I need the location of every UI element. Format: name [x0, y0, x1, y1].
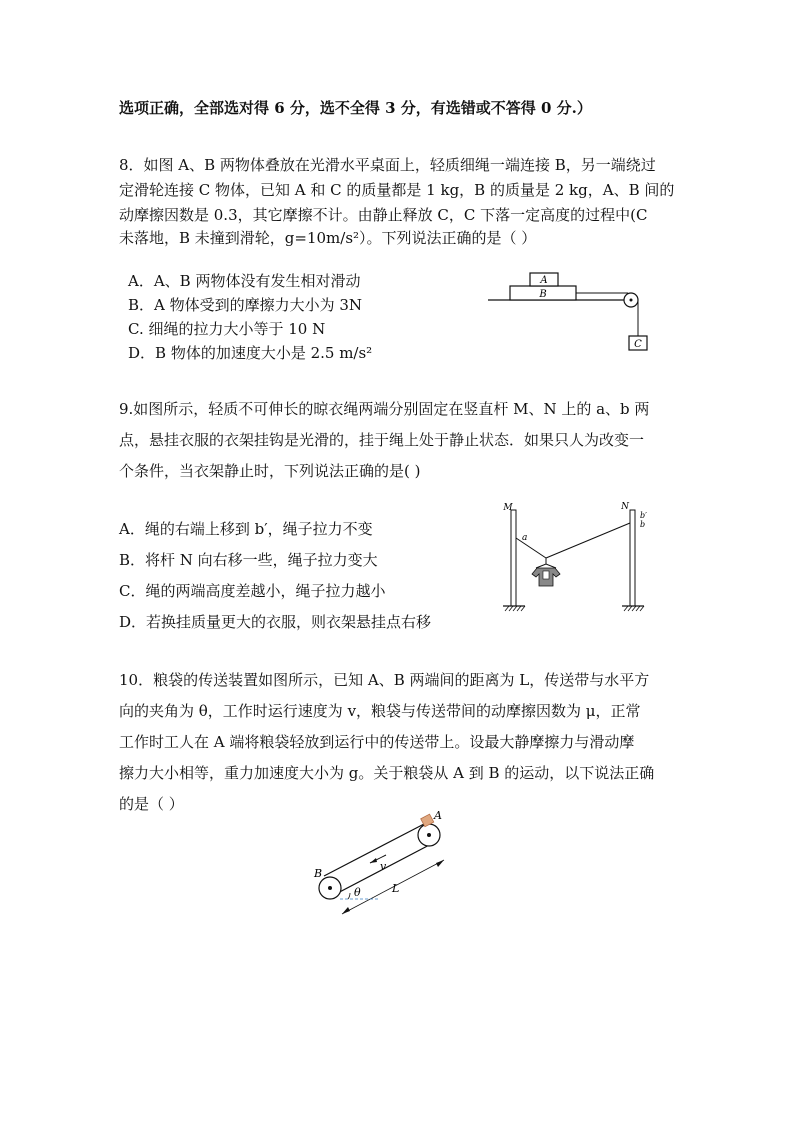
- q8-option-b: B．A 物体受到的摩擦力大小为 3N: [128, 296, 363, 314]
- q9-option-d: D．若换挂质量更大的衣服，则衣架悬挂点右移: [119, 613, 432, 631]
- q9-line-1: 9.如图所示，轻质不可伸长的晾衣绳两端分别固定在竖直杆 M、N 上的 a、b 两: [119, 400, 650, 418]
- q9-line-2: 点，悬挂衣服的衣架挂钩是光滑的，挂于绳上处于静止状态．如果只人为改变一: [119, 431, 645, 449]
- q8-option-c: C. 细绳的拉力大小等于 10 N: [128, 320, 326, 338]
- q8-label-c: C: [634, 339, 642, 350]
- q8-line-1: 8．如图 A、B 两物体叠放在光滑水平桌面上，轻质细绳一端连接 B，另一端绕过: [119, 156, 656, 174]
- q8-figure-blocks-pulley: [486, 268, 656, 358]
- q9-label-a: a: [522, 533, 528, 543]
- q10-label-theta: θ: [354, 886, 361, 899]
- q8-line-3: 动摩擦因数是 0.3，其它摩擦不计。由静止释放 C，C 下落一定高度的过程中(C: [119, 206, 648, 224]
- q8-option-d: D．B 物体的加速度大小是 2.5 m/s²: [128, 344, 373, 362]
- q8-line-2: 定滑轮连接 C 物体，已知 A 和 C 的质量都是 1 kg，B 的质量是 2 kg，A、B 间的: [119, 181, 675, 199]
- q9-label-m: M: [503, 503, 513, 513]
- q10-line-1: 10．粮袋的传送装置如图所示，已知 A、B 两端间的距离为 L，传送带与水平方: [119, 671, 650, 689]
- q10-label-l: L: [392, 882, 400, 895]
- q9-label-b-prime: b′: [640, 511, 647, 520]
- q10-label-v: v: [380, 860, 387, 873]
- q9-label-n: N: [621, 502, 629, 512]
- q9-option-a: A．绳的右端上移到 b′，绳子拉力不变: [119, 520, 373, 538]
- q9-line-3: 个条件，当衣架静止时，下列说法正确的是( ): [119, 462, 421, 480]
- q10-figure-conveyor: [310, 810, 460, 922]
- q9-label-b: b: [640, 520, 646, 529]
- instruction-line: 选项正确，全部选对得 6 分，选不全得 3 分，有选错或不答得 0 分.）: [119, 99, 592, 117]
- q10-line-4: 擦力大小相等，重力加速度大小为 g。关于粮袋从 A 到 B 的运动，以下说法正确: [119, 764, 655, 782]
- q8-line-4: 未落地，B 未撞到滑轮，g=10m/s²）。下列说法正确的是（ ）: [119, 229, 537, 247]
- q8-label-a: A: [540, 275, 548, 286]
- q9-figure-clothesline: [500, 498, 660, 618]
- q9-option-c: C．绳的两端高度差越小，绳子拉力越小: [119, 582, 386, 600]
- q10-label-b: B: [314, 867, 323, 880]
- q9-option-b: B．将杆 N 向右移一些，绳子拉力变大: [119, 551, 378, 569]
- q8-label-b: B: [539, 289, 547, 300]
- q8-option-a: A．A、B 两物体没有发生相对滑动: [128, 272, 361, 290]
- q10-label-a: A: [434, 809, 442, 822]
- q10-line-3: 工作时工人在 A 端将粮袋轻放到运行中的传送带上。设最大静摩擦力与滑动摩: [119, 733, 635, 751]
- q10-line-5: 的是（ ）: [119, 795, 184, 813]
- q10-line-2: 向的夹角为 θ，工作时运行速度为 v，粮袋与传送带间的动摩擦因数为 μ，正常: [119, 702, 641, 720]
